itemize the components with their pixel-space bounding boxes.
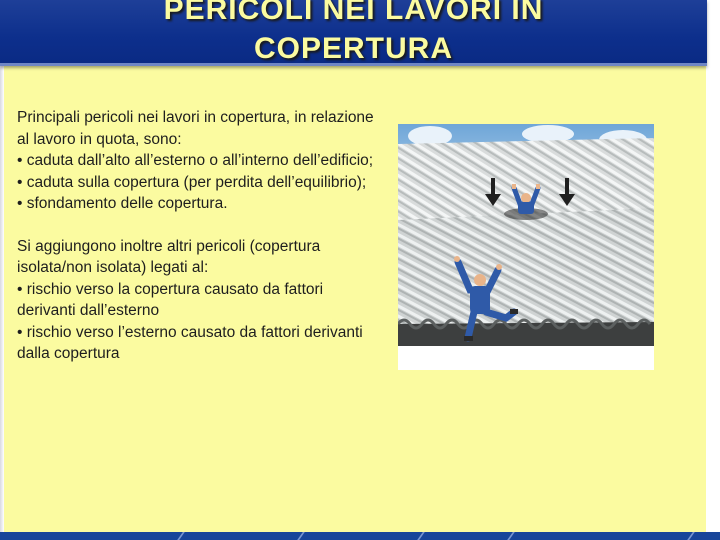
bullet-item: • rischio verso la copertura causato da fattori derivanti dall’esterno xyxy=(17,280,324,319)
bullet-item: • sfondamento delle copertura. xyxy=(17,195,228,212)
bottom-chevron-icon xyxy=(417,532,437,540)
body-text xyxy=(17,107,377,365)
bottom-bar xyxy=(0,532,720,540)
bullet-item: • caduta sulla copertura (per perdita dell’equilibrio); xyxy=(17,173,367,191)
title-banner xyxy=(0,0,707,66)
roof-sheet-lower xyxy=(398,208,654,338)
right-margin-strip xyxy=(706,66,720,532)
bottom-chevron-icon xyxy=(297,532,317,540)
roof-fall-illustration xyxy=(398,124,654,370)
bottom-chevron-icon xyxy=(507,532,527,540)
paragraph-gap xyxy=(17,215,377,236)
below-roof xyxy=(398,346,654,370)
bullet-item: • rischio verso l’esterno causato da fattori derivanti dalla copertura xyxy=(17,323,363,362)
slide-title: PERICOLI NEI LAVORI IN COPERTURA xyxy=(163,0,544,65)
paragraph-additional: Si aggiungono inoltre altri pericoli (copertura isolata/non isolata) legati al: xyxy=(17,237,321,276)
bottom-chevron-icon xyxy=(687,532,707,540)
bullet-item: • caduta dall’alto all’esterno o all’interno dell’edificio; xyxy=(17,152,374,169)
bottom-chevron-icon xyxy=(177,532,197,540)
roof-illustration-svg xyxy=(398,124,654,370)
paragraph-intro: Principali pericoli nei lavori in copertura, in relazione al lavoro in quota, sono: xyxy=(17,109,374,148)
